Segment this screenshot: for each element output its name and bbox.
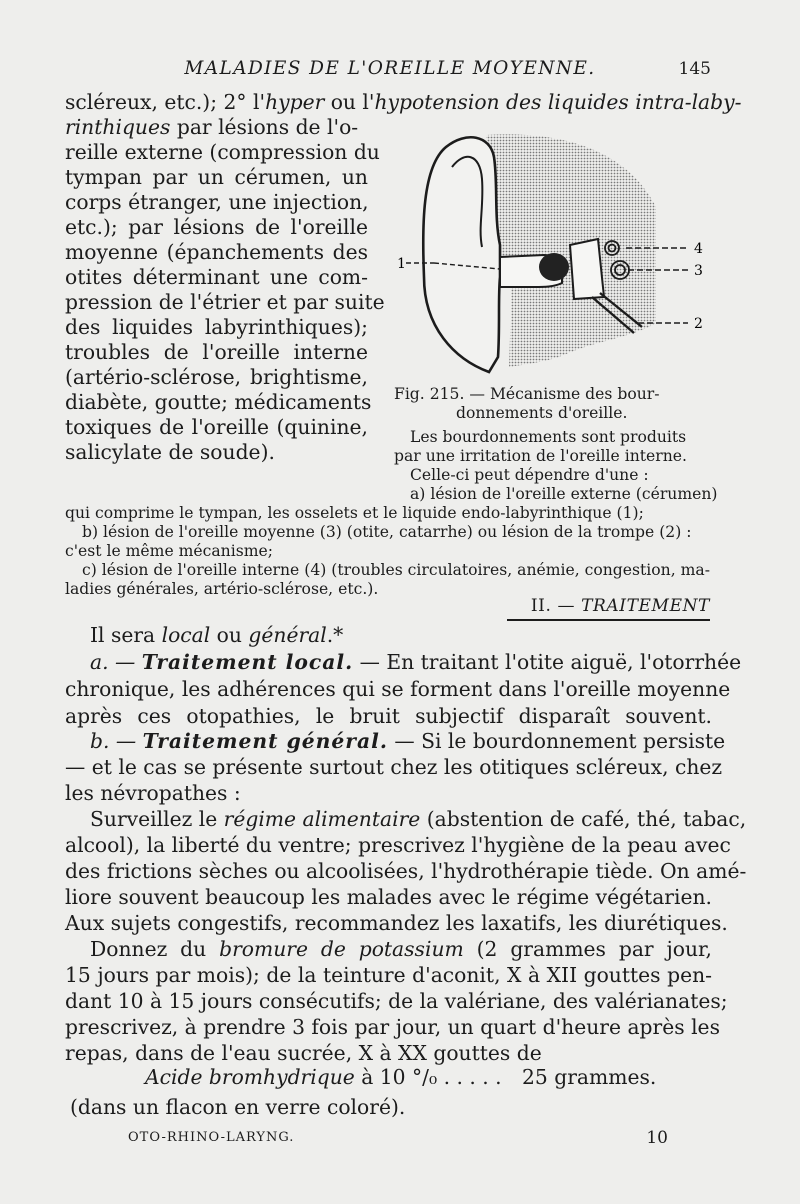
column-line: des liquides labyrinthiques); [65,315,368,339]
figure-caption-line: par une irritation de l'oreille interne. [394,447,687,465]
column-line: otites déterminant une com- [65,265,368,289]
general-treatment-line: b. — Traitement général. — Si le bourdonnement persiste [90,729,726,753]
figure-caption-title: Fig. 215. — Mécanisme des bour- [394,385,660,403]
column-line: toxiques de l'oreille (quinine, [65,415,368,439]
figure-label-1: 1 [397,256,406,272]
figure-label-2: 2 [694,316,703,332]
auricle [423,137,500,372]
dosage-line: repas, dans de l'eau sucrée, X à XX gouttes de [65,1041,542,1065]
figure-caption-line: Celle-ci peut dépendre d'une : [410,466,649,484]
prescription-quantity: 25 grammes. [522,1065,657,1089]
figure-caption-line: a) lésion de l'oreille externe (cérumen) [410,485,718,503]
column-line: troubles de l'oreille interne [65,340,368,364]
figure-caption-line: c) lésion de l'oreille interne (4) (troubles circulatoires, anémie, congestion, ma- [82,561,710,579]
local-treatment-line: après ces otopathies, le bruit subjectif disparaît souvent. [65,704,712,728]
column-line: salicylate de soude). [65,440,275,464]
diet-line: Aux sujets congestifs, recommandez les laxatifs, les diurétiques. [65,911,728,935]
prescription-note: (dans un flacon en verre coloré). [70,1095,406,1119]
figure-caption-line: Les bourdonnements sont produits [410,428,687,446]
column-line: corps étranger, une injection, [65,190,369,214]
general-treatment-line: — et le cas se présente surtout chez les otitiques scléreux, chez [65,755,723,779]
diet-line: Surveillez le régime alimentaire (abstention de café, thé, tabac, [90,807,747,831]
column-line: pression de l'étrier et par suite [65,290,385,314]
local-treatment-heading: Traitement local. [141,650,354,674]
section-title: TRAITEMENT [581,596,710,616]
figure-caption-title-cont: donnements d'oreille. [456,404,628,422]
figure-caption-line: ladies générales, artério-sclérose, etc.). [65,580,379,598]
section-heading [460,596,710,622]
paragraph-intro: Il sera local ou général.* [90,623,344,647]
diet-line: liore souvent beaucoup les malades avec le régime végétarien. [65,885,712,909]
figure-caption-line: qui comprime le tympan, les osselets et le liquide endo-labyrinthique (1); [65,504,644,522]
sheet-number: 10 [646,1128,668,1148]
figure-number: Fig. 215. [394,385,465,403]
figure-label-4: 4 [694,241,703,257]
running-title: MALADIES DE L'OREILLE MOYENNE. [184,58,596,79]
section-number: II. — [530,596,582,616]
diet-line: alcool), la liberté du ventre; prescrivez l'hygiène de la peau avec [65,833,731,857]
diet-line: des frictions sèches ou alcoolisées, l'hydrothérapie tiède. On amé- [65,859,747,883]
column-line: etc.); par lésions de l'oreille [65,215,368,239]
prescription-drug: Acide bromhydrique [145,1065,355,1089]
printer-signature: OTO-RHINO-LARYNG. [128,1130,295,1145]
dosage-line: Donnez du bromure de potassium (2 grammes par jour, [90,937,712,961]
section-rule [507,619,710,621]
general-treatment-heading: Traitement général. [142,729,388,753]
figure-caption-line: c'est le même mécanisme; [65,542,273,560]
prescription-line: Acide bromhydrique à 10 °/₀ . . . . . [145,1065,502,1089]
column-line: diabète, goutte; médicaments [65,390,372,414]
page-footer [128,1128,668,1148]
local-treatment-line: chronique, les adhérences qui se forment dans l'oreille moyenne [65,677,731,701]
page-number: 145 [678,59,711,79]
column-line: moyenne (épanchements des [65,240,368,264]
figure-label-3: 3 [694,263,703,279]
dosage-line: prescrivez, à prendre 3 fois par jour, un quart d'heure après les [65,1015,720,1039]
ear-diagram-figure [394,127,714,385]
dosage-line: 15 jours par mois); de la teinture d'aconit, X à XII gouttes pen- [65,963,712,987]
column-line: tympan par un cérumen, un [65,165,368,189]
column-line: reille externe (compression du [65,140,380,164]
ear-diagram [394,127,714,385]
cerumen-plug [539,253,569,281]
intro-line-2: rinthiques par lésions de l'o- [65,115,359,139]
intro-line-1: scléreux, etc.); 2° l'hyper ou l'hypotension des liquides intra-laby- [65,90,742,114]
middle-ear [570,239,604,299]
running-header [65,58,715,84]
dosage-line: dant 10 à 15 jours consécutifs; de la valériane, des valérianates; [65,989,728,1013]
local-treatment-line: a. — Traitement local. — En traitant l'otite aiguë, l'otorrhée [90,650,742,674]
figure-caption-line: b) lésion de l'oreille moyenne (3) (otite, catarrhe) ou lésion de la trompe (2) : [82,523,692,541]
column-line: (artério-sclérose, brightisme, [65,365,368,389]
general-treatment-line: les névropathes : [65,781,241,805]
